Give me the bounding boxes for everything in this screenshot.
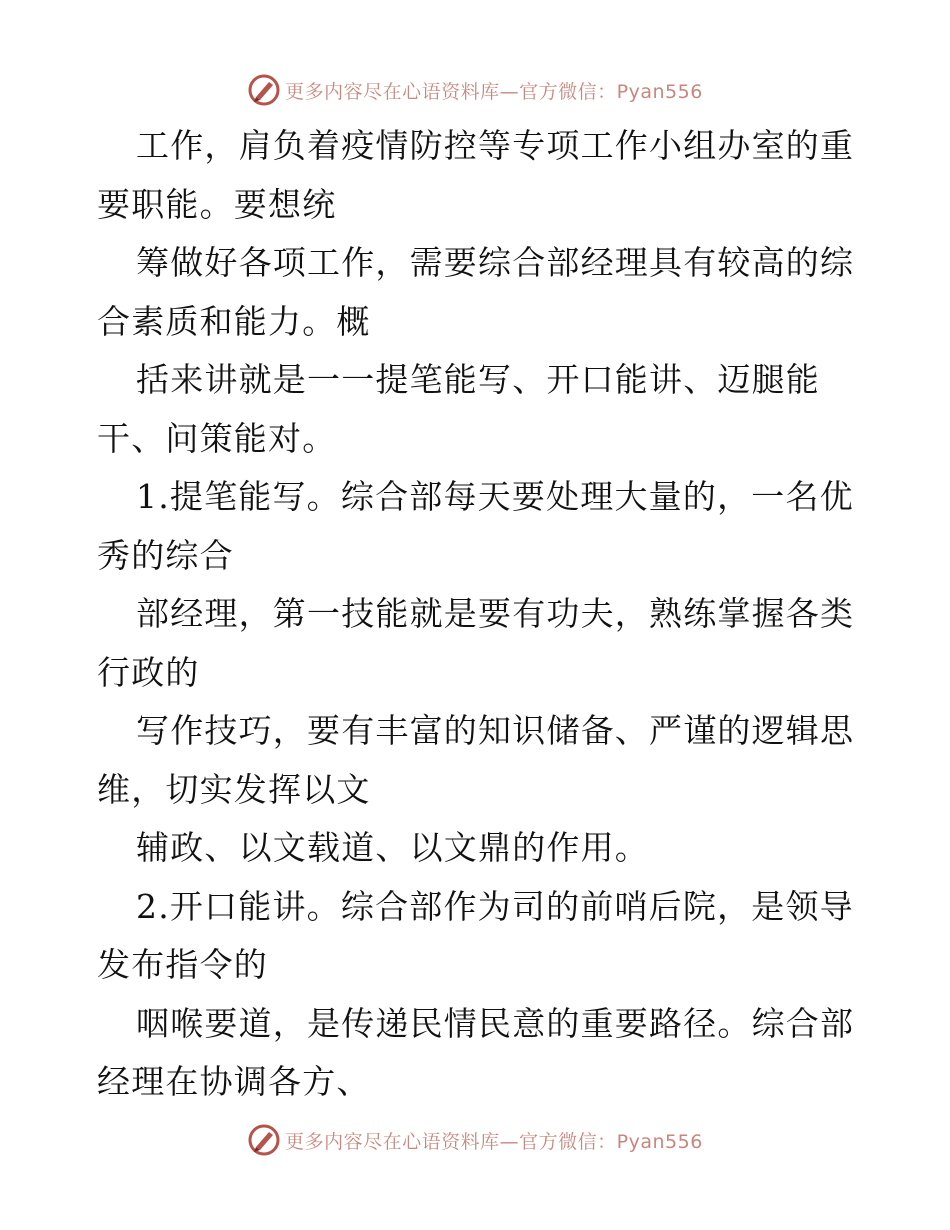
paragraph-line: 写作技巧，要有丰富的知识储备、严谨的逻辑思维，切实发挥以文 — [97, 711, 855, 809]
paragraph-line: 1.提笔能写。综合部每天要处理大量的，一名优秀的综合 — [97, 477, 854, 575]
pen-seal-icon — [247, 73, 281, 107]
paragraph-line: 筹做好各项工作，需要综合部经理具有较高的综合素质和能力。概 — [97, 243, 855, 341]
watermark-text: 更多内容尽在心语资料库—官方微信：Pyan556 — [285, 80, 703, 103]
header-watermark — [0, 70, 950, 110]
document-body — [0, 117, 950, 1112]
pen-seal-icon — [247, 1123, 281, 1157]
paragraph-line: 工作，肩负着疫情防控等专项工作小组办室的重要职能。要想统 — [97, 126, 855, 224]
paragraph-line: 辅政、以文载道、以文鼎的作用。 — [136, 828, 649, 867]
paragraph-line: 咽喉要道，是传递民情民意的重要路径。综合部经理在协调各方、 — [97, 1003, 855, 1101]
paragraph-line: 括来讲就是一一提笔能写、开口能讲、迈腿能干、问策能对。 — [97, 360, 820, 458]
footer-watermark — [0, 1120, 950, 1160]
watermark-text: 更多内容尽在心语资料库—官方微信：Pyan556 — [285, 1130, 703, 1153]
paragraph-line: 部经理，第一技能就是要有功夫，熟练掌握各类行政的 — [97, 594, 855, 692]
paragraph-line: 2.开口能讲。综合部作为司的前哨后院，是领导发布指令的 — [97, 886, 854, 984]
